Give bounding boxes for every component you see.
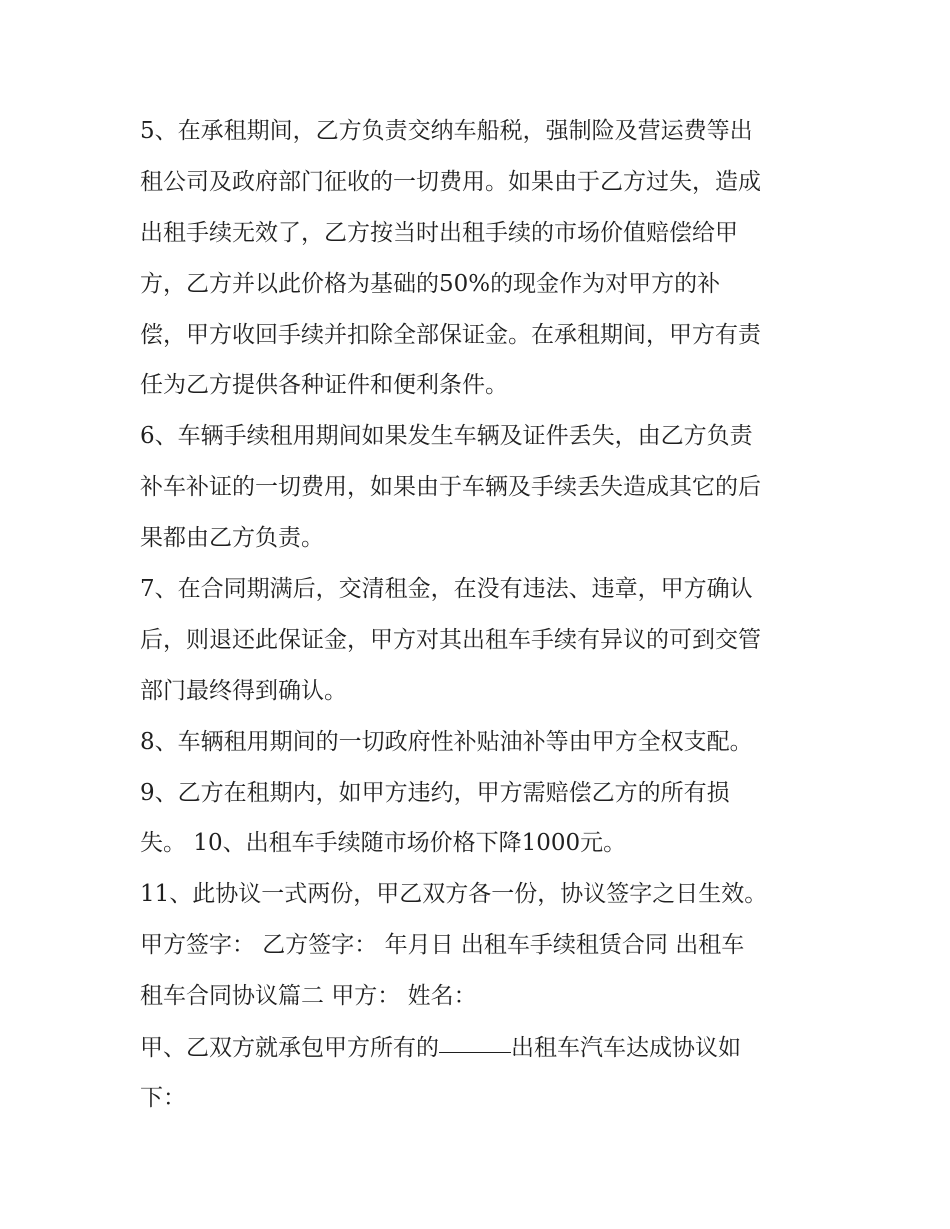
text-line: 果都由乙方负责。 <box>140 525 324 552</box>
text-segment: 出租车汽车达成协议如 <box>511 1035 741 1062</box>
text-line: 7、在合同期满后，交清租金，在没有违法、违章，甲方确认 <box>140 576 753 603</box>
text-line: 9、乙方在租期内，如甲方违约，甲方需赔偿乙方的所有损 <box>140 779 730 806</box>
text-line: 偿，甲方收回手续并扣除全部保证金。在承租期间，甲方有责 <box>140 321 761 348</box>
text-segment: 甲、乙双方就承包甲方所有的 <box>140 1035 439 1062</box>
text-line: 补车补证的一切费用，如果由于车辆及手续丢失造成其它的后 <box>140 474 761 501</box>
text-line: 任为乙方提供各种证件和便利条件。 <box>140 372 508 399</box>
text-line: 后，则退还此保证金，甲方对其出租车手续有异议的可到交管 <box>140 626 761 653</box>
text-line: 8、车辆租用期间的一切政府性补贴油补等由甲方全权支配。 <box>140 728 753 755</box>
text-line: 租公司及政府部门征收的一切费用。如果由于乙方过失，造成 <box>140 168 761 195</box>
fill-in-blank <box>439 1022 511 1053</box>
text-line: 11、此协议一式两份，甲乙双方各一份，协议签字之日生效。 <box>140 881 768 908</box>
text-line: 方，乙方并以此价格为基础的50%的现金作为对甲方的补 <box>140 270 721 297</box>
document-body <box>140 106 820 1124</box>
text-line: 下： <box>140 1084 186 1111</box>
text-line: 5、在承租期间，乙方负责交纳车船税，强制险及营运费等出 <box>140 118 753 144</box>
text-line: 部门最终得到确认。 <box>140 677 347 704</box>
text-line-with-blank <box>140 1022 820 1073</box>
text-line: 甲方签字： 乙方签字： 年月日 出租车手续租赁合同 出租车 <box>140 932 745 959</box>
text-line: 出租手续无效了，乙方按当时出租手续的市场价值赔偿给甲 <box>140 219 738 246</box>
text-line: 租车合同协议篇二 甲方： 姓名： <box>140 983 477 1010</box>
text-line: 6、车辆手续租用期间如果发生车辆及证件丢失，由乙方负责 <box>140 423 753 450</box>
text-line: 失。 10、出租车手续随市场价格下降1000元。 <box>140 830 627 857</box>
